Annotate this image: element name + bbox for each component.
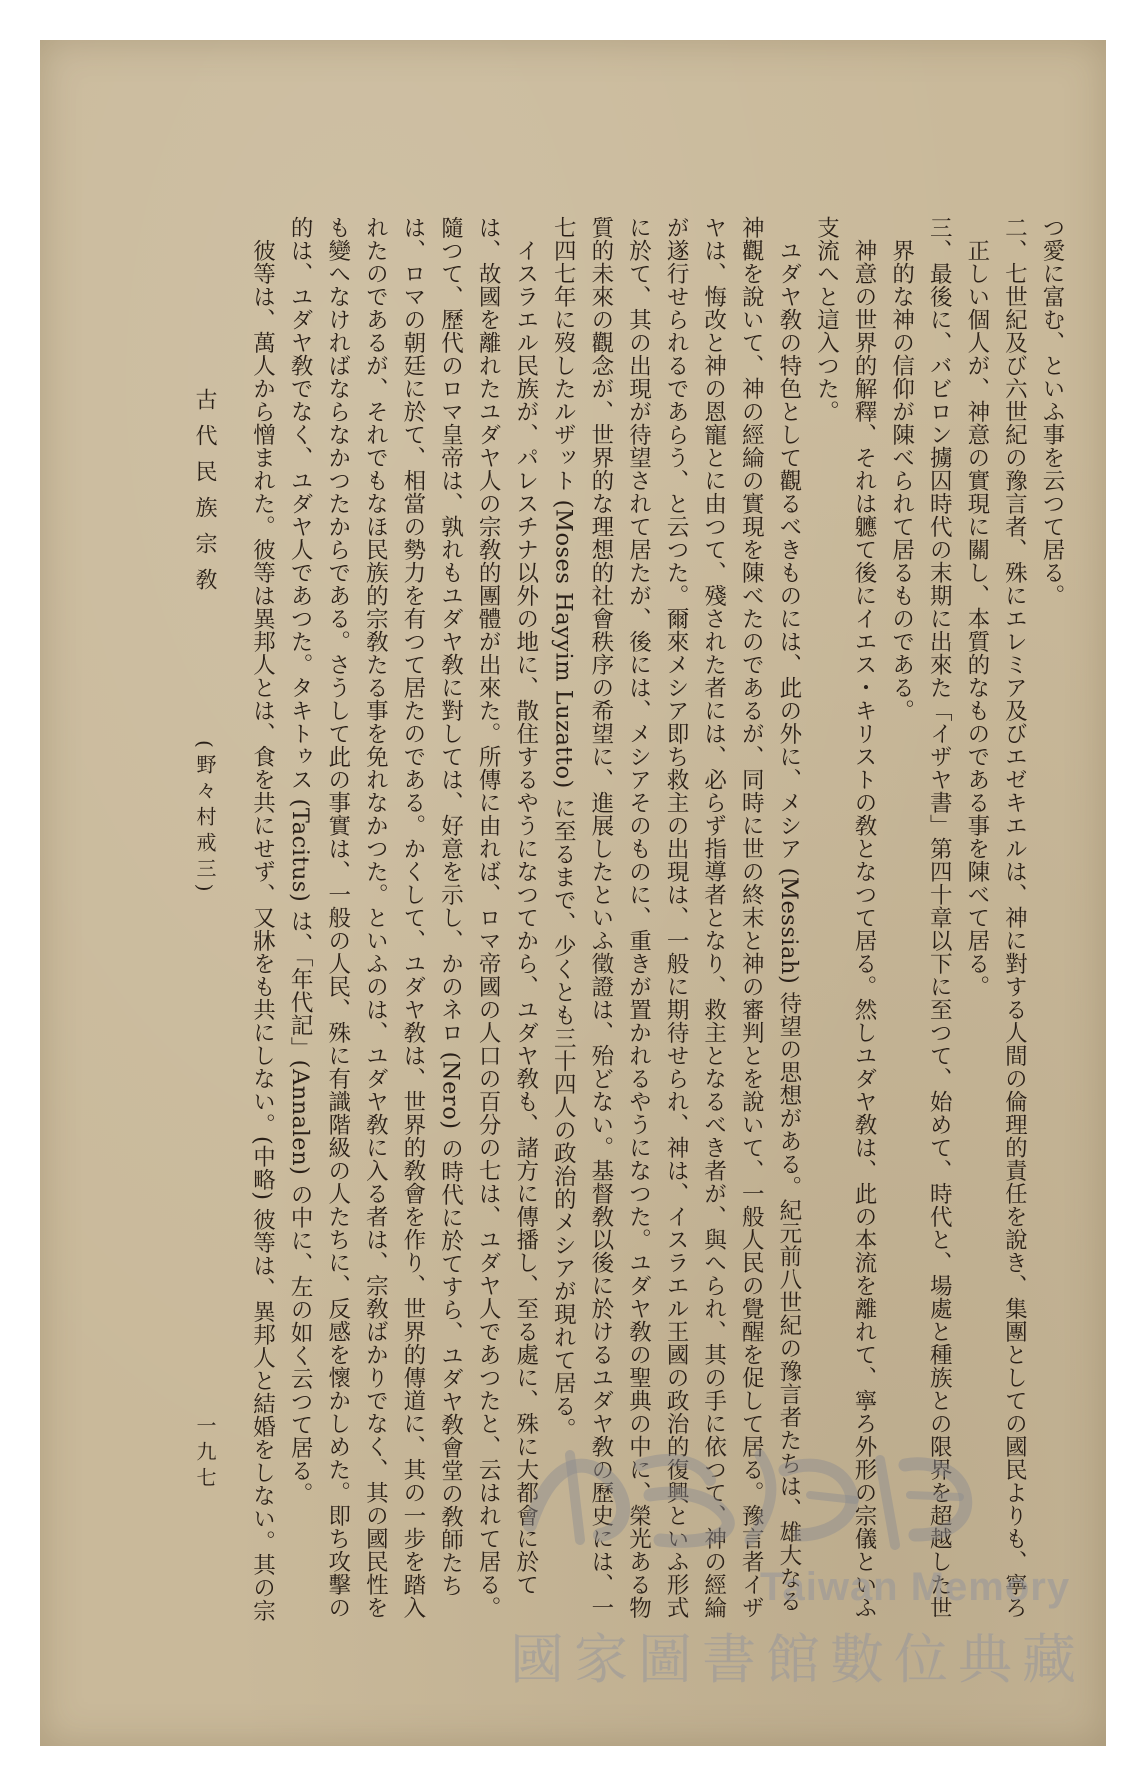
list-item-two: 二、七世紀及び六世紀の豫言者、殊にエレミア及びエゼキエルは、神に對する人間の倫理的責任を說き、集團としての國民よりも、寧ろ正しい個人が、神意の實現に關し、本質的なものである事を陳べて居る。 [963, 216, 1028, 1619]
author-credit: (野々村戒三) [193, 740, 217, 898]
paragraph-diaspora: イスラエル民族が、パレスチナ以外の地に、散住するやうになつてから、ユダヤ敎も、諸方に傳播し、至る處に、殊に大都會に於ては、故國を離れたユダヤ人の宗敎的團體が出來た。所傳に由れば、ロマ帝國の人口の百分の七は、ユダヤ人であつたと、云はれて居る。隨つて、歷代のロマ皇帝は、孰れもユダヤ敎に對しては、好意を示し、かのネロ (Nero) の時代に於てすら、ユダヤ敎會堂の敎師たちは、ロマの朝廷に於て、相當の勢力を有つて居たのである。かくして、ユダヤ敎は、世界的敎會を作り、世界的傳道に、其の一步を踏入れたのであるが、それでもなほ民族的宗敎たる事を免れなかつた。といふのは、ユダヤ敎に入る者は、宗敎ばかりでなく、其の國民性をも變へなければならなかつたからである。さうして此の事實は、一般の人民、殊に有識階級の人たちに、反感を懷かしめた。即ち攻擊の的は、ユダヤ敎でなく、ユダヤ人であつた。タキトゥス (Tacitus) は、「年代記」(Annalen) の中に、左の如く云つて居る。 [287, 216, 539, 1619]
watermark-chinese: 國家圖書館數位典藏 [510, 1628, 1086, 1691]
running-head: 古代民族宗敎 [192, 388, 217, 604]
body-text [202, 216, 1070, 1628]
scanned-page [40, 40, 1106, 1746]
watermark-english: Taiwan Memory [760, 1565, 1071, 1609]
list-item-three: 三、最後に、バビロン擄囚時代の末期に出來た「イザヤ書」第四十章以下に至つて、始めて、時代と、場處と種族との限界を超越した世界的な神の信仰が陳べられて居るものである。 [888, 216, 953, 1619]
paragraph-messiah: ユダヤ敎の特色として觀るべきものには、此の外に、メシア (Messiah) 待望の思想がある。紀元前八世紀の豫言者たちは、雄大なる神觀を說いて、神の經綸の實現を陳べたのであるが、同時に世の終末と神の審判とを說いて、一般人民の覺醒を促して居る。豫言者イザヤは、悔改と神の恩寵とに由つて、殘された者には、必らず指導者となり、救主となるべき者が、與へられ、其の手に依つて、神の經綸が遂行せられるであらう、と云つた。爾來メシア即ち救主の出現は、一般に期待せられ、神は、イスラエル王國の政治的復興といふ形式に於て、其の出現が待望されて居たが、後には、メシアそのものに、重きが置かれるやうになつた。ユダヤ敎の聖典の中に、榮光ある物質的未來の觀念が、世界的な理想的社會秩序の希望に、進展したといふ徵證は、殆どない。基督敎以後に於けるユダヤ敎の歷史には、一七四七年に歿したルザット (Moses Hayyim Luzatto) に至るまで、少くとも三十四人の政治的メシアが現れて居る。 [550, 216, 802, 1619]
paragraph-quote: 彼等は、萬人から憎まれた。彼等は異邦人とは、食を共にせず、又牀をも共にしない。(中略) 彼等は、異邦人と結婚をしない。其の宗 [249, 238, 276, 1622]
page-number: 一九七 [193, 1415, 217, 1493]
paragraph-divine-will: 神意の世界的解釋、それは軈て後にイエス・キリストの敎となつて居る。然しユダヤ敎は、此の本流を離れて、寧ろ外形の宗儀といふ支流へと這入つた。 [813, 216, 878, 1619]
paragraph-intro: つ愛に富む、といふ事を云つて居る。 [1039, 216, 1065, 607]
